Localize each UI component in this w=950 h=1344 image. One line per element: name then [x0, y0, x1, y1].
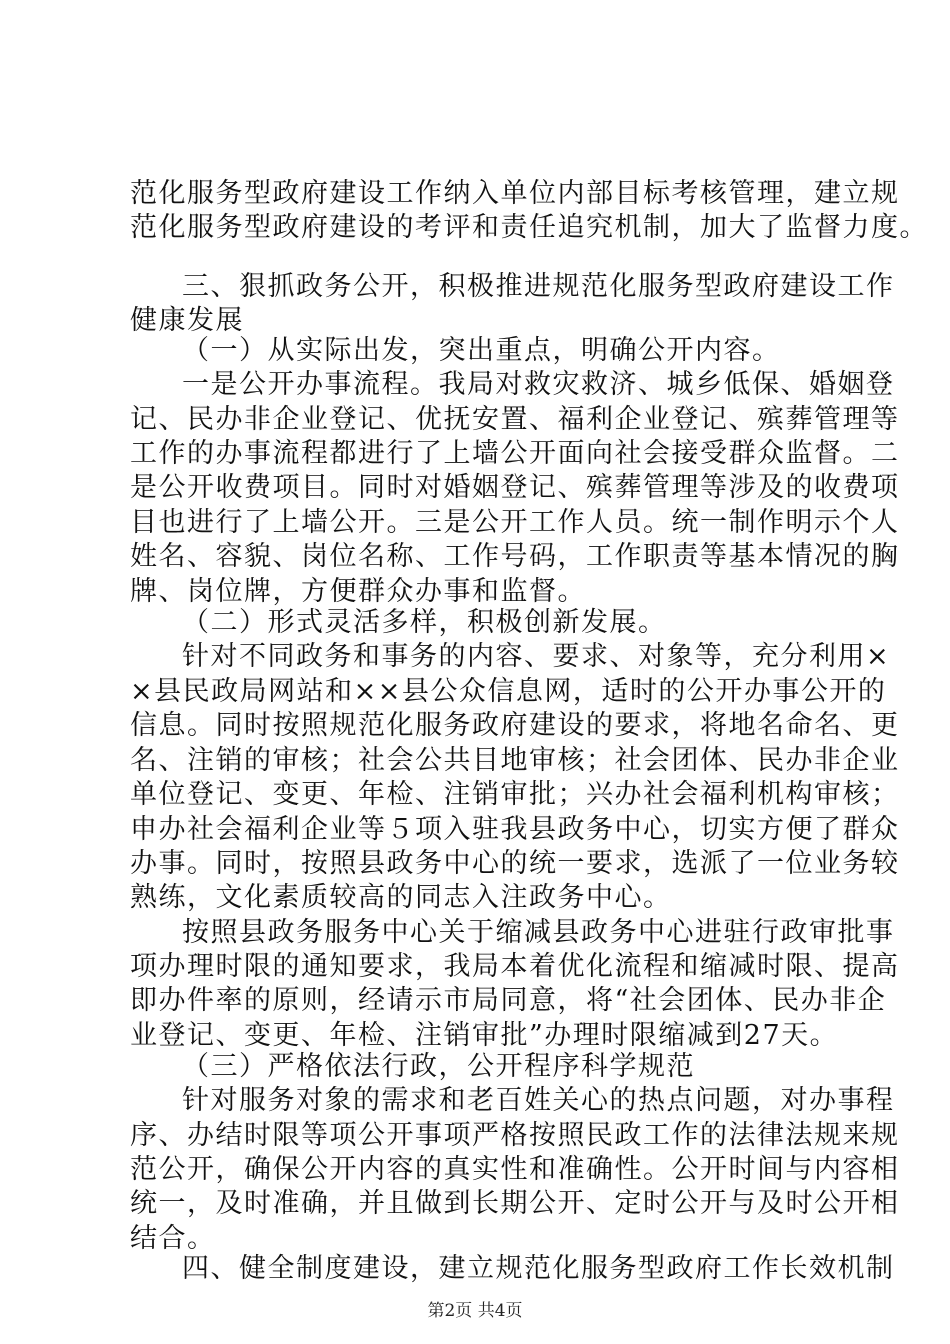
text-line-22: 按照县政务服务中心关于缩减县政务中心进驻行政审批事	[182, 917, 895, 948]
text-line-6: 一是公开办事流程。我局对救灾救济、城乡低保、婚姻登	[182, 369, 895, 400]
text-line-7: 记、民办非企业登记、优抚安置、福利企业登记、殡葬管理等	[130, 404, 900, 435]
section-heading-4: 四、健全制度建设，建立规范化服务型政府工作长效机制	[182, 1253, 895, 1284]
subheading-3: （三）严格依法行政，公开程序科学规范	[182, 1051, 695, 1082]
subheading-2: （二）形式灵活多样，积极创新发展。	[182, 607, 667, 638]
text-line-20: 办事。同时，按照县政务中心的统一要求，选派了一位业务较	[130, 848, 900, 879]
text-line-18: 单位登记、变更、年检、注销审批；兴办社会福利机构审核；	[130, 779, 900, 810]
text-line-23: 项办理时限的通知要求，我局本着优化流程和缩减时限、提高	[130, 951, 900, 982]
text-line-2: 范化服务型政府建设的考评和责任追究机制，加大了监督力度。	[130, 212, 928, 243]
text-line-8: 工作的办事流程都进行了上墙公开面向社会接受群众监督。二	[130, 438, 900, 469]
text-line-28: 序、办结时限等项公开事项严格按照民政工作的法律法规来规	[130, 1120, 900, 1151]
subheading-1: （一）从实际出发，突出重点，明确公开内容。	[182, 335, 781, 366]
text-line-15: ×县民政局网站和××县公众信息网，适时的公开办事公开的	[130, 676, 887, 707]
text-line-1: 范化服务型政府建设工作纳入单位内部目标考核管理，建立规	[130, 178, 900, 209]
text-line-9: 是公开收费项目。同时对婚姻登记、殡葬管理等涉及的收费项	[130, 472, 900, 503]
section-heading-3-cont: 健康发展	[130, 305, 244, 336]
text-line-24: 即办件率的原则，经请示市局同意，将“社会团体、民办非企	[130, 985, 887, 1016]
text-line-11: 姓名、容貌、岗位名称、工作号码，工作职责等基本情况的胸	[130, 541, 900, 572]
section-heading-3: 三、狠抓政务公开，积极推进规范化服务型政府建设工作	[182, 271, 895, 302]
text-line-12: 牌、岗位牌，方便群众办事和监督。	[130, 576, 586, 607]
text-line-29: 范公开，确保公开内容的真实性和准确性。公开时间与内容相	[130, 1154, 900, 1185]
text-line-30: 统一，及时准确，并且做到长期公开、定时公开与及时公开相	[130, 1188, 900, 1219]
text-line-25: 业登记、变更、年检、注销审批”办理时限缩减到27天。	[130, 1020, 839, 1051]
text-line-10: 目也进行了上墙公开。三是公开工作人员。统一制作明示个人	[130, 507, 900, 538]
page-number-footer: 第2页 共4页	[427, 1301, 523, 1321]
text-line-19: 申办社会福利企业等５项入驻我县政务中心，切实方便了群众	[130, 814, 900, 845]
text-line-14: 针对不同政务和事务的内容、要求、对象等，充分利用×	[182, 641, 891, 672]
text-line-31: 结合。	[130, 1223, 216, 1254]
text-line-27: 针对服务对象的需求和老百姓关心的热点问题，对办事程	[182, 1085, 895, 1116]
text-line-17: 名、注销的审核；社会公共目地审核；社会团体、民办非企业	[130, 745, 900, 776]
text-line-16: 信息。同时按照规范化服务政府建设的要求，将地名命名、更	[130, 710, 900, 741]
text-line-21: 熟练，文化素质较高的同志入注政务中心。	[130, 882, 672, 913]
